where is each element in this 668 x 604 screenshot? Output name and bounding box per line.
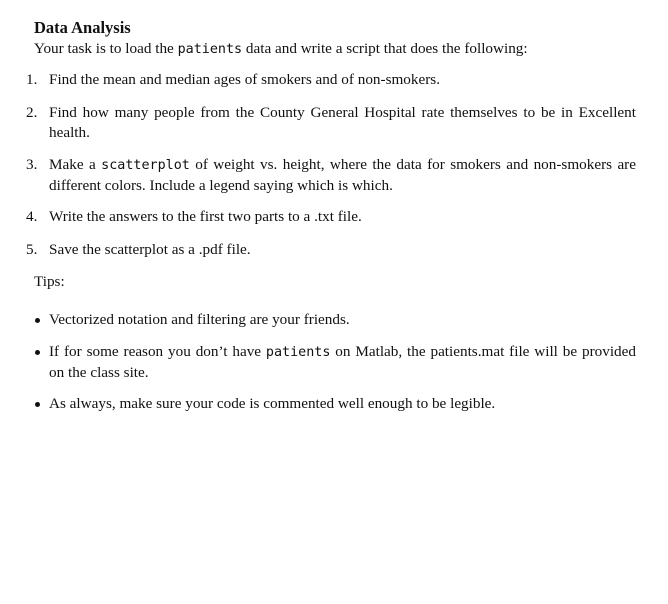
task-text: Write the answers to the first two parts to a .txt file. [49, 208, 362, 225]
tips-label: Tips: [34, 273, 65, 290]
intro-paragraph [34, 40, 528, 58]
section-title: Data Analysis [34, 18, 131, 37]
task-code-scatterplot: scatterplot [101, 158, 190, 173]
tip-item-1 [33, 310, 636, 330]
task-text-before: Make a [49, 156, 102, 173]
bullet-icon [35, 350, 40, 355]
intro-code-patients: patients [177, 42, 243, 57]
intro-text-after: data and write a script that does the following: [242, 40, 528, 57]
bullet-icon [35, 402, 40, 407]
task-item-2 [26, 103, 636, 143]
task-text: Find how many people from the County General Hospital rate themselves to be in Excellent health. [49, 104, 636, 141]
tip-item-2 [33, 342, 636, 383]
bullet-icon [35, 318, 40, 323]
tip-text: As always, make sure your code is commented well enough to be legible. [49, 395, 496, 412]
task-number: 3. [26, 156, 38, 173]
task-text [49, 155, 636, 196]
task-item-3 [26, 155, 636, 196]
intro-text-before: Your task is to load the [34, 40, 178, 57]
task-item-1 [26, 70, 636, 90]
task-number: 5. [26, 241, 38, 258]
tip-code-patients: patients [265, 345, 331, 360]
tip-item-3 [33, 394, 636, 414]
task-number: 1. [26, 71, 38, 88]
tip-text-after: on Matlab, the patients.mat file will be provided on the class site. [49, 343, 636, 381]
task-text: Save the scatterplot as a .pdf file. [49, 241, 251, 258]
task-number: 2. [26, 104, 38, 121]
tip-text: Vectorized notation and filtering are your friends. [49, 311, 350, 328]
task-number: 4. [26, 208, 38, 225]
task-text: Find the mean and median ages of smokers and of non-smokers. [49, 71, 440, 88]
tip-text-before: If for some reason you don’t have [49, 343, 266, 360]
task-item-5 [26, 240, 636, 260]
task-text-after: of weight vs. height, where the data for smokers and non-smokers are different colors. Include a legend saying which is which. [49, 156, 636, 194]
task-item-4 [26, 207, 636, 227]
tip-text [49, 342, 636, 383]
